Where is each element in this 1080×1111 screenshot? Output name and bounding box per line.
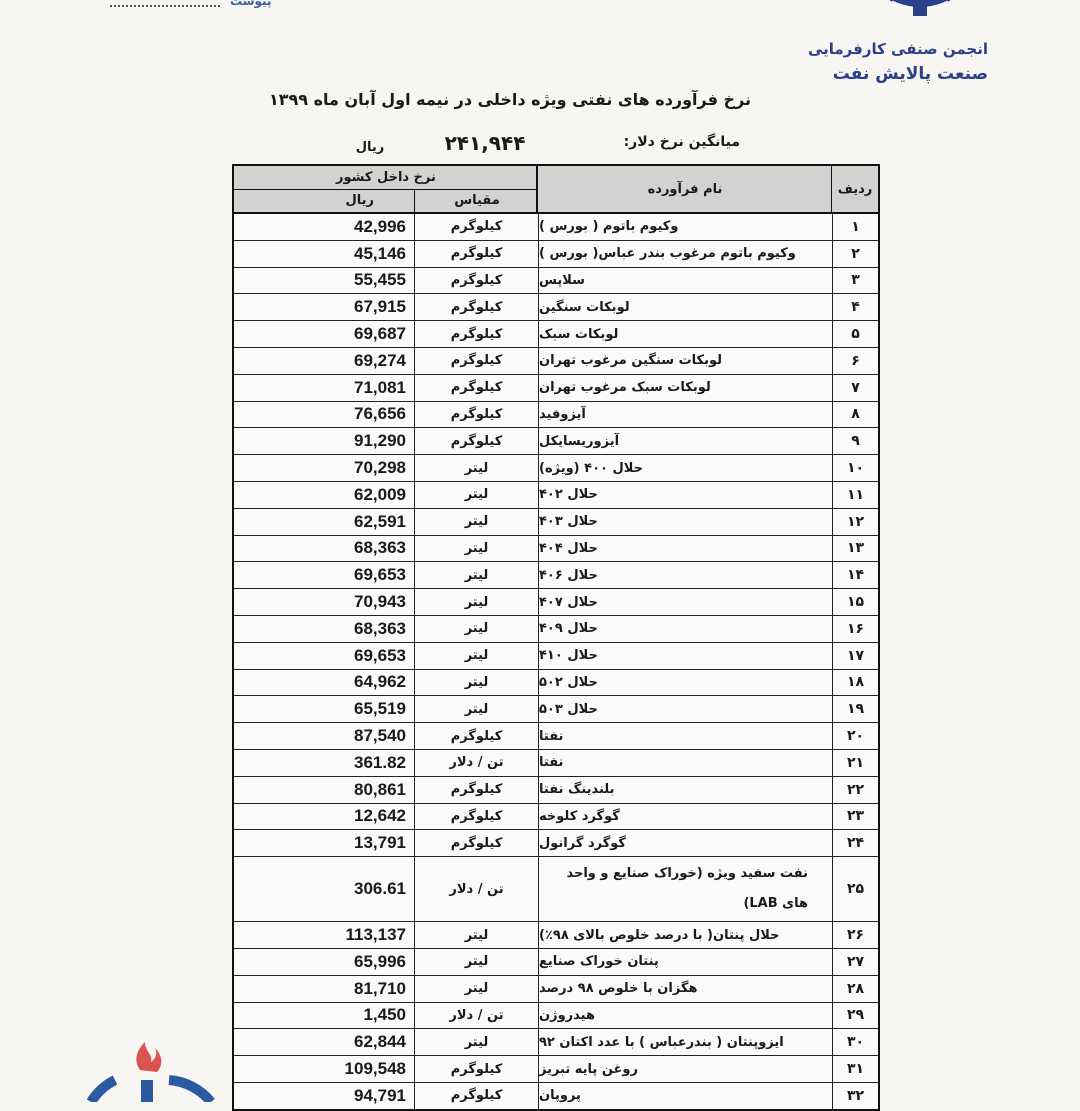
unit-cell: کیلوگرم	[414, 804, 538, 830]
table-row	[234, 1029, 878, 1056]
unit-cell: لیتر	[414, 482, 538, 508]
row-number-cell: ۲۰	[832, 723, 878, 749]
table-row	[234, 536, 878, 563]
price-cell: 42,996	[354, 216, 406, 236]
unit-cell: کیلوگرم	[414, 294, 538, 320]
row-number-cell: ۳۲	[832, 1083, 878, 1109]
header-unit: مقیاس	[414, 189, 539, 212]
product-name-cell: وکیوم باتوم مرغوب بندر عباس( بورس )	[538, 241, 832, 267]
table-row	[234, 723, 878, 750]
price-cell: 70,943	[354, 592, 406, 612]
unit-cell: کیلوگرم	[414, 375, 538, 401]
table-row	[234, 402, 878, 429]
product-name-cell: حلال ۴۰۶	[538, 562, 832, 588]
price-cell: 68,363	[354, 618, 406, 638]
table-row	[234, 589, 878, 616]
product-name-cell: آیزوریسایکل	[538, 428, 832, 454]
row-number-cell: ۲۱	[832, 750, 878, 776]
product-name-cell: وکیوم باتوم ( بورس )	[538, 214, 832, 240]
price-cell: 68,363	[354, 538, 406, 558]
price-cell: 71,081	[354, 377, 406, 397]
table-row	[234, 294, 878, 321]
table-row	[234, 643, 878, 670]
row-number-cell: ۲۲	[832, 777, 878, 803]
product-name-cell: حلال ۴۱۰	[538, 643, 832, 669]
table-row	[234, 777, 878, 804]
unit-cell: تن / دلار	[414, 857, 538, 921]
header-domestic-rate: نرخ داخل کشور	[234, 166, 538, 190]
row-number-cell: ۱۳	[832, 536, 878, 562]
unit-cell: کیلوگرم	[414, 777, 538, 803]
row-number-cell: ۲۶	[832, 922, 878, 948]
unit-cell: لیتر	[414, 536, 538, 562]
table-row	[234, 1056, 878, 1083]
unit-cell: لیتر	[414, 616, 538, 642]
unit-cell: تن / دلار	[414, 1003, 538, 1029]
row-number-cell: ۱۹	[832, 696, 878, 722]
price-cell: 62,591	[354, 511, 406, 531]
unit-cell: کیلوگرم	[414, 428, 538, 454]
product-name-cell: گوگرد کلوخه	[538, 804, 832, 830]
association-logo-icon	[855, 0, 985, 30]
price-cell: 62,844	[354, 1032, 406, 1052]
price-cell: 62,009	[354, 484, 406, 504]
table-row	[234, 1003, 878, 1030]
table-header	[234, 166, 878, 214]
row-number-cell: ۲	[832, 241, 878, 267]
unit-cell: لیتر	[414, 922, 538, 948]
price-cell: 91,290	[354, 431, 406, 451]
row-number-cell: ۵	[832, 321, 878, 347]
table-row	[234, 348, 878, 375]
product-name-cell: لوبکات سبک	[538, 321, 832, 347]
product-name-cell: گوگرد گرانول	[538, 830, 832, 856]
row-number-cell: ۷	[832, 375, 878, 401]
price-cell: 94,791	[354, 1085, 406, 1105]
table-row	[234, 321, 878, 348]
table-row	[234, 949, 878, 976]
price-cell: 361.82	[354, 752, 406, 772]
price-cell: 76,656	[354, 404, 406, 424]
unit-cell: کیلوگرم	[414, 241, 538, 267]
table-row	[234, 976, 878, 1003]
table-row	[234, 241, 878, 268]
price-cell: 109,548	[344, 1059, 406, 1078]
unit-cell: کیلوگرم	[414, 321, 538, 347]
row-number-cell: ۳۰	[832, 1029, 878, 1055]
unit-cell: لیتر	[414, 670, 538, 696]
unit-cell: لیتر	[414, 949, 538, 975]
org-name-line1: انجمن صنفی کارفرمایی	[807, 40, 988, 58]
table-row	[234, 375, 878, 402]
row-number-cell: ۲۴	[832, 830, 878, 856]
product-name-cell: حلال ۵۰۳	[538, 696, 832, 722]
price-cell: 67,915	[354, 297, 406, 317]
unit-cell: تن / دلار	[414, 750, 538, 776]
table-row	[234, 428, 878, 455]
table-row	[234, 1083, 878, 1109]
header-remnant	[110, 0, 270, 12]
unit-cell: کیلوگرم	[414, 723, 538, 749]
header-product-name: نام فرآورده	[536, 166, 832, 212]
unit-cell: لیتر	[414, 589, 538, 615]
product-name-cell: نفتا	[538, 723, 832, 749]
price-cell: 69,653	[354, 645, 406, 665]
price-table	[232, 164, 880, 1111]
row-number-cell: ۲۵	[832, 857, 878, 921]
price-cell: 13,791	[354, 833, 406, 853]
row-number-cell: ۶	[832, 348, 878, 374]
row-number-cell: ۲۷	[832, 949, 878, 975]
price-cell: 113,137	[345, 925, 406, 945]
row-number-cell: ۱۰	[832, 455, 878, 481]
table-row	[234, 750, 878, 777]
dollar-rate-label: میانگین نرخ دلار:	[623, 134, 740, 150]
product-name-cell: حلال ۴۰۷	[538, 589, 832, 615]
product-name-cell: هیدروژن	[538, 1003, 832, 1029]
product-name-cell: حلال ۴۰۲	[538, 482, 832, 508]
table-row	[234, 562, 878, 589]
product-name-cell: آیزوفید	[538, 402, 832, 428]
row-number-cell: ۱۶	[832, 616, 878, 642]
row-number-cell: ۲۹	[832, 1003, 878, 1029]
product-name-cell: پروپان	[538, 1083, 832, 1109]
table-row	[234, 509, 878, 536]
price-cell: 69,653	[354, 565, 406, 585]
price-cell: 70,298	[354, 458, 406, 478]
company-logo-icon	[85, 1040, 225, 1102]
unit-cell: کیلوگرم	[414, 1056, 538, 1082]
price-cell: 87,540	[354, 726, 406, 746]
dotted-line	[110, 5, 220, 7]
row-number-cell: ۲۳	[832, 804, 878, 830]
price-cell: 64,962	[354, 672, 406, 692]
table-row	[234, 804, 878, 831]
product-name-cell: حلال ۴۰۹	[538, 616, 832, 642]
table-row	[234, 268, 878, 295]
row-number-cell: ۹	[832, 428, 878, 454]
row-number-cell: ۱۷	[832, 643, 878, 669]
unit-cell: کیلوگرم	[414, 402, 538, 428]
product-name-cell: نفتا	[538, 750, 832, 776]
table-row	[234, 482, 878, 509]
unit-cell: لیتر	[414, 696, 538, 722]
product-name-cell: حلال ۴۰۳	[538, 509, 832, 535]
row-number-cell: ۳۱	[832, 1056, 878, 1082]
product-name-cell: لوبکات سنگین	[538, 294, 832, 320]
table-body	[234, 214, 878, 1109]
row-number-cell: ۱۴	[832, 562, 878, 588]
row-number-cell: ۸	[832, 402, 878, 428]
product-name-cell: حلال ۴۰۴	[538, 536, 832, 562]
row-number-cell: ۱۸	[832, 670, 878, 696]
product-name-cell: حلال پنتان( با درصد خلوص بالای ۹۸٪)	[538, 922, 832, 948]
dollar-rate-value: ۲۴۱,۹۴۴	[444, 131, 526, 155]
row-number-cell: ۱	[832, 214, 878, 240]
unit-cell: کیلوگرم	[414, 348, 538, 374]
product-name-cell: لوبکات سنگین مرغوب تهران	[538, 348, 832, 374]
attachment-label: پیوست	[230, 0, 272, 8]
price-cell: 12,642	[354, 806, 406, 826]
unit-cell: کیلوگرم	[414, 830, 538, 856]
dollar-rate-unit: ریال	[355, 140, 385, 155]
price-cell: 69,274	[354, 350, 406, 370]
price-cell: 80,861	[354, 779, 406, 799]
price-cell: 55,455	[354, 270, 406, 290]
product-name-cell: بلندینگ نفتا	[538, 777, 832, 803]
product-name-cell: نفت سفید ویژه (خوراک صنایع و واحد های LAB)	[538, 857, 832, 921]
price-cell: 65,519	[354, 699, 406, 719]
row-number-cell: ۴	[832, 294, 878, 320]
unit-cell: لیتر	[414, 976, 538, 1002]
unit-cell: لیتر	[414, 643, 538, 669]
price-cell: 69,687	[354, 324, 406, 344]
product-name-cell: پنتان خوراک صنایع	[538, 949, 832, 975]
price-cell: 65,996	[354, 951, 406, 971]
price-cell: 81,710	[354, 978, 406, 998]
price-cell: 1,450	[363, 1005, 406, 1025]
unit-cell: لیتر	[414, 455, 538, 481]
header-row-number: ردیف	[831, 166, 878, 212]
unit-cell: لیتر	[414, 509, 538, 535]
unit-cell: کیلوگرم	[414, 268, 538, 294]
table-row	[234, 670, 878, 697]
table-row	[234, 696, 878, 723]
unit-cell: کیلوگرم	[414, 1083, 538, 1109]
table-row	[234, 616, 878, 643]
product-name-cell: سلاپس	[538, 268, 832, 294]
unit-cell: کیلوگرم	[414, 214, 538, 240]
product-name-cell: ایزوپنتان ( بندرعباس ) با عدد اکتان ۹۲	[538, 1029, 832, 1055]
product-name-cell: روغن پایه تبریز	[538, 1056, 832, 1082]
product-name-cell: لوبکات سبک مرغوب تهران	[538, 375, 832, 401]
row-number-cell: ۱۵	[832, 589, 878, 615]
price-cell: 45,146	[354, 243, 406, 263]
row-number-cell: ۲۸	[832, 976, 878, 1002]
unit-cell: لیتر	[414, 1029, 538, 1055]
table-row	[234, 830, 878, 857]
row-number-cell: ۳	[832, 268, 878, 294]
document-title: نرخ فرآورده های نفتی ویژه داخلی در نیمه اول آبان ماه ۱۳۹۹	[268, 90, 752, 109]
header-price-rial: ریال	[345, 193, 374, 208]
org-name-line2: صنعت پالایش نفت	[832, 64, 988, 84]
table-row	[234, 455, 878, 482]
product-name-cell: حلال ۴۰۰ (ویژه)	[538, 455, 832, 481]
price-cell: 306.61	[354, 879, 406, 899]
row-number-cell: ۱۱	[832, 482, 878, 508]
product-name-cell: حلال ۵۰۲	[538, 670, 832, 696]
product-name-cell: هگزان با خلوص ۹۸ درصد	[538, 976, 832, 1002]
table-row	[234, 922, 878, 949]
row-number-cell: ۱۲	[832, 509, 878, 535]
table-row	[234, 214, 878, 241]
table-row	[234, 857, 878, 922]
unit-cell: لیتر	[414, 562, 538, 588]
